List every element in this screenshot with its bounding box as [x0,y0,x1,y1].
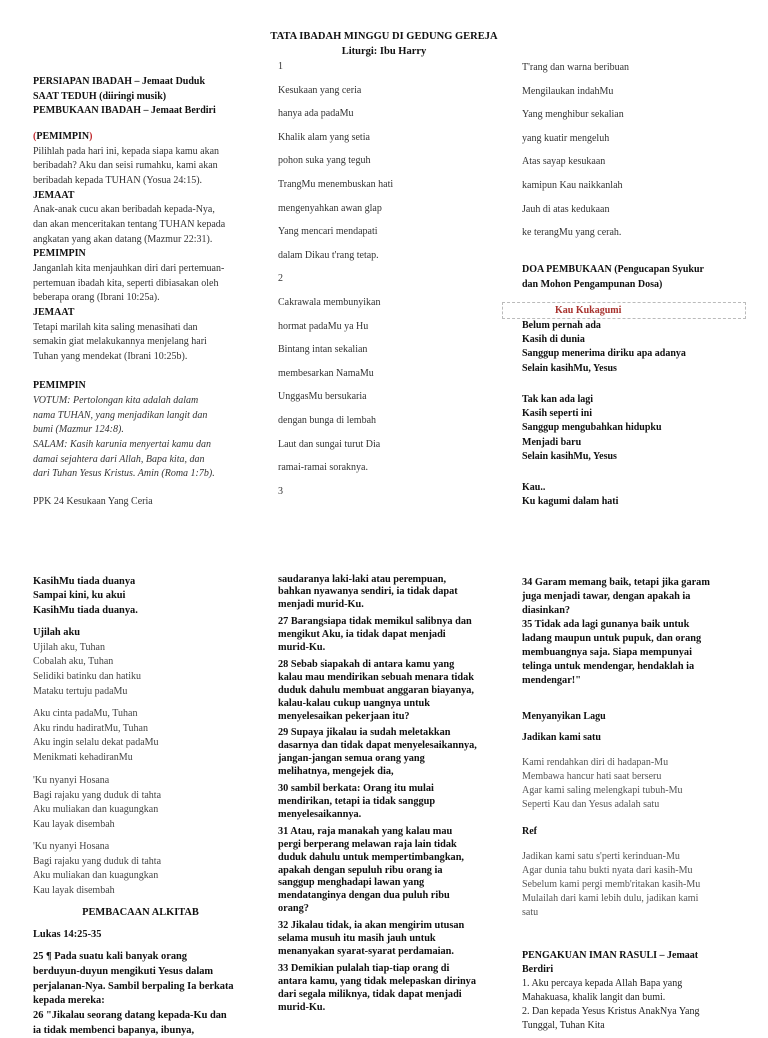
verse-29 [278,727,508,779]
text-line: hanya ada padaMu [278,108,354,120]
verse-25 [33,950,248,1009]
song-verse-2 [522,393,752,464]
text-line: Aku cinta padaMu, Tuhan [33,707,138,719]
text-line: Aku muliakan dan kuagungkan [33,804,159,816]
text-line: 1 [278,61,283,72]
song-hosana-1 [33,774,248,833]
role-label: PEMIMPIN [36,131,90,143]
text-line: menyelesaikannya. [278,808,362,820]
hymn-verses-1-2 [278,55,498,503]
hymn-reference [33,495,263,510]
text-line: Bagi rajaku yang duduk di tahta [33,789,162,801]
text-line: apakah dengan sepuluh ribu orang ia [278,864,443,876]
liturgist-subtitle: Liturgi: Ibu Harry [341,46,427,57]
refrain-label [522,825,757,839]
text-line: kalau-kalau cukup uangnya untuk [278,697,430,709]
text-line: dan Mohon Pengampunan Dosa) [522,279,663,291]
text-line: Agar dunia tahu bukti nyata dari kasih-Mu [522,864,693,876]
text-line: membuangnya saja. Siapa mempunyai [522,647,692,658]
text-line: UnggasMu bersukaria [278,391,367,403]
text-line: bahkan nyawanya sendiri, ia tidak dapat [278,586,458,598]
text-line: 32 Jikalau tidak, ia akan mengirim utusan [278,920,465,932]
text-line: pohon suka yang teguh [278,155,371,167]
text-line: 33 Demikian pulalah tiap-tiap orang di [278,962,450,974]
text-line: Kau Kukagumi [502,302,746,319]
text-line: DOA PEMBUKAAN (Pengucapan Syukur [522,263,704,275]
text-line: Selain kasihMu, Yesus [522,450,617,462]
text-line: Aku muliakan dan kuagungkan [33,870,159,882]
text-line: 27 Barangsiapa tidak memikul salibnya dan [278,616,472,628]
text-line: Atas sayap kesukaan [522,156,606,168]
text-line: 34 Garam memang baik, tetapi jika garam [522,577,710,588]
text-line: Belum pernah ada [522,319,601,331]
song-ujilah-aku [33,626,248,700]
song-title [522,731,757,745]
text-line: PERSIAPAN IBADAH – Jemaat Duduk [33,76,206,87]
text-line: Khalik alam yang setia [278,131,370,143]
text-line: semakin giat melakukannya menjelang hari [33,336,207,348]
text-line: melihatnya, mengejek dia, [278,766,394,778]
text-line: Sanggup mengubahkan hidupku [522,422,662,434]
text-line: Mengilaukan indahMu [522,85,614,97]
text-line: Bagi rajaku yang duduk di tahta [33,855,162,867]
text-line: juga menjadi tawar, dengan apakah ia [522,591,691,602]
bottom-middle-column [278,574,508,1015]
text-line: PPK 24 Kesukaan Yang Ceria [33,496,153,508]
verse-28 [278,659,508,724]
text-line: Selain kasihMu, Yesus [522,362,617,374]
text-line: PEMBUKAAN IBADAH – Jemaat Berdiri [33,105,216,117]
text-line: Anak-anak cucu akan beribadah kepada-Nya, [33,204,215,216]
text-line: dengan bunga di lembah [278,414,377,426]
verse-26 [33,1009,248,1038]
text-line: Mahakuasa, khalik langit dan bumi. [522,991,666,1003]
text-line: dalam Dikau t'rang tetap. [278,249,379,261]
text-line: Janganlah kita menjauhkan diri dari pertemuan- [33,263,225,275]
text-line: mengenyahkan awan glap [278,202,382,214]
text-line: dasarnya dan tidak dapat menyelesaikannya, [278,740,477,752]
text-line: pertemuan ibadah kita, seperti dibiasakan oleh [33,277,219,289]
text-line: KasihMu tiada duanya. [33,605,138,616]
top-right-column [522,56,752,509]
text-line: ramai-ramai soraknya. [278,462,368,474]
text-line: Menikmati kehadiranMu [33,751,133,763]
text-line: Kami rendahkan diri di hadapan-Mu [522,756,669,768]
text-line: PENGAKUAN IMAN RASULI – Jemaat [522,949,699,961]
text-line: mendengar!" [522,675,581,686]
text-line: Kau layak disembah [33,819,115,831]
text-line: Aku rindu hadiratMu, Tuhan [33,722,148,734]
song-chorus [522,481,752,510]
parenthesis: ) [89,131,93,143]
text-line: Yang mencari mendapati [278,226,378,238]
text-line: duduk dahulu untuk mempertimbangkan, [278,851,464,863]
bottom-right-column [522,576,757,1033]
verse-34 [522,576,757,618]
bible-reference [33,928,248,943]
text-line: Menyanyikan Lagu [522,710,606,722]
bible-reading-heading [33,906,248,921]
text-line: Mulailah dari kami lebih dulu, jadikan kami [522,892,699,904]
text-line: dan akan menceritakan tentang TUHAN kepada [33,219,226,231]
text-line: telinga untuk mendengar, hendaklah ia [522,661,695,672]
section-headings [33,75,263,119]
text-line: hormat padaMu ya Hu [278,320,369,332]
text-line: Kasih seperti ini [522,407,593,419]
text-line: kepada mereka: [33,995,105,1007]
text-line: Pilihlah pada hari ini, kepada siapa kamu akan [33,145,220,157]
text-line: Sanggup menerima diriku apa adanya [522,348,686,360]
text-line: Jadikan kami satu [522,731,601,743]
text-line: beribadah kepada TUHAN (Yosua 24:15). [33,175,203,187]
text-line: jangan-jangan semua orang yang [278,753,425,765]
text-line: Agar kami saling melengkapi tubuh-Mu [522,784,683,796]
text-line: Tak kan ada lagi [522,393,594,405]
text-line: orang? [278,903,309,915]
text-line: menjadi murid-Ku. [278,599,364,611]
text-line: 2 [278,273,283,285]
text-line: antara kamu, yang tidak melepaskan dirinya [278,975,476,987]
text-line: dari segala miliknya, tidak dapat menjadi [278,988,462,1000]
text-line: membesarkan NamaMu [278,367,374,379]
song-hosana-2 [33,840,248,899]
text-line: SALAM: Kasih karunia menyertai kamu dan [33,439,212,451]
hymn-verse-3 [522,56,752,245]
text-line: Jauh di atas kedukaan [522,203,610,215]
text-line: VOTUM: Pertolongan kita adalah dalam [33,395,199,407]
text-line: sanggup menghadapi lawan yang [278,877,425,889]
text-line: mengikut Aku, ia tidak dapat menjadi [278,629,446,641]
verse-32 [278,920,508,959]
text-line: 2. Dan kepada Yesus Kristus AnakNya Yang [522,1005,700,1017]
text-line: Cobalah aku, Tuhan [33,656,114,668]
verse-35 [522,618,757,688]
text-line: menanyakan syarat-syarat perdamaian. [278,945,454,957]
text-line: 3 [278,485,283,497]
text-line: Berdiri [522,963,554,975]
text-line: angkatan yang akan datang (Mazmur 22:31). [33,233,213,245]
text-line: selama musuh itu masih jauh untuk [278,933,436,945]
text-line: Ujilah aku, Tuhan [33,641,105,653]
text-line: Kau.. [522,481,546,493]
apostles-creed [522,949,757,1033]
verse-26-cont [278,574,508,613]
text-line: murid-Ku. [278,1001,326,1013]
text-line: Lukas 14:25-35 [33,929,102,941]
text-line: 25 ¶ Pada suatu kali banyak orang [33,951,188,963]
text-line: Jadikan kami satu s'perti kerinduan-Mu [522,850,680,862]
text-line: Ujilah aku [33,627,81,638]
song-verse-1 [522,319,752,376]
text-line: Membawa hancur hati saat berseru [522,770,662,782]
text-line: bumi (Mazmur 124:8). [33,424,124,436]
text-line: duduk dahulu membuat anggaran biayanya, [278,684,474,696]
text-line: pergi berperang melawan raja lain tidak [278,838,457,850]
text-line: Kasih di dunia [522,334,585,346]
text-line: ladang maupun untuk pupuk, dan orang [522,633,702,644]
text-line: PEMBACAAN ALKITAB [82,907,199,919]
text-line: murid-Ku. [278,642,326,654]
text-line: Sebelum kami pergi memb'ritakan kasih-Mu [522,878,701,890]
text-line: Mataku tertuju padaMu [33,685,128,697]
opening-prayer-heading [522,262,752,293]
opening-responsive-reading [33,130,263,365]
verse-33 [278,963,508,1015]
text-line: PEMIMPIN [33,380,86,392]
text-line: kalau mau mendirikan sebuah menara tidak [278,671,474,683]
text-line: Yang menghibur sekalian [522,109,624,121]
song-chorus-end [33,575,248,619]
text-line: JEMAAT [33,307,75,319]
text-line: Ref [522,825,537,837]
text-line: ke terangMu yang cerah. [522,227,622,239]
text-line: 1. Aku percaya kepada Allah Bapa yang [522,977,683,989]
text-line: PEMIMPIN [33,248,86,260]
text-line: diasinkan? [522,605,571,616]
top-left-column [33,75,263,510]
text-line: Laut dan sungai turut Dia [278,438,381,450]
text-line: JEMAAT [33,189,75,201]
text-line: Seperti Kau dan Yesus adalah satu [522,798,660,810]
refrain [522,850,757,920]
text-line: KasihMu tiada duanya [33,575,136,587]
parenthesis: ( [33,131,37,143]
text-line: 30 sambil berkata: Orang itu mulai [278,783,434,795]
text-line: yang kuatir mengeluh [522,132,610,144]
text-line: Tetapi marilah kita saling menasihati dan [33,321,198,333]
text-line: dari Tuhan Yesus Kristus. Amin (Roma 1:7b). [33,468,215,480]
text-line: Sampai kini, ku akui [33,590,126,602]
text-line: TrangMu menembuskan hati [278,178,394,190]
text-line: Aku ingin selalu dekat padaMu [33,737,159,749]
text-line: Kesukaan yang ceria [278,84,362,96]
text-line: kamipun Kau naikkanlah [522,179,623,191]
text-line: Selidiki batinku dan hatiku [33,671,142,683]
text-line: Tuhan yang mendekat (Ibrani 10:25b). [33,351,188,363]
text-line: 'Ku nyanyi Hosana [33,841,110,853]
text-line: beberapa orang (Ibrani 10:25a). [33,292,160,304]
text-line: 29 Supaya jikalau ia sudah meletakkan [278,727,451,739]
text-line: 35 Tidak ada lagi gunanya baik untuk [522,619,690,630]
text-line [33,130,263,145]
text-line: 28 Sebab siapakah di antara kamu yang [278,658,455,670]
text-line: ia tidak membenci bapanya, ibunya, [33,1024,195,1036]
verse-27 [278,616,508,655]
bottom-left-column [33,575,248,1038]
document-title: TATA IBADAH MINGGU DI GEDUNG GEREJA [270,31,498,42]
song-title [522,302,752,319]
text-line: beribadah? Aku dan seisi rumahku, kami akan [33,160,218,172]
text-line: nama TUHAN, yang menjadikan langit dan [33,409,208,421]
text-line: SAAT TEDUH (diiringi musik) [33,90,167,102]
text-line: damai sejahtera dari Allah, Bapa kita, dan [33,453,205,465]
text-line: Ku kagumi dalam hati [522,496,619,508]
text-line: mendirikan, tetapi ia tidak sanggup [278,796,436,807]
text-line: Cakrawala membunyikan [278,296,381,308]
text-line: T'rang dan warna beribuan [522,62,630,73]
votum-salam [33,379,263,482]
text-line: Bintang intan sekalian [278,344,368,356]
text-line: mendatanginya dengan dua puluh ribu [278,890,450,902]
sing-heading [522,710,757,724]
text-line: 31 Atau, raja manakah yang kalau mau [278,825,453,837]
song-verse [522,756,757,812]
text-line: satu [522,906,539,918]
song-verse [33,707,248,766]
text-line: menyelesaikan pekerjaan itu? [278,710,410,722]
text-line: Menjadi baru [522,436,582,448]
text-line: 'Ku nyanyi Hosana [33,774,110,786]
verse-31 [278,826,508,916]
text-line: 26 "Jikalau seorang datang kepada-Ku dan [33,1009,227,1021]
verse-30 [278,783,508,822]
text-line: berduyun-duyun mengikuti Yesus dalam [33,965,214,977]
text-line: Tunggal, Tuhan Kita [522,1019,605,1031]
text-line: saudaranya laki-laki atau perempuan, [278,573,447,585]
text-line: perjalanan-Nya. Sambil berpaling Ia berkata [33,980,234,992]
text-line: Kau layak disembah [33,885,115,897]
top-middle-column [278,55,498,503]
